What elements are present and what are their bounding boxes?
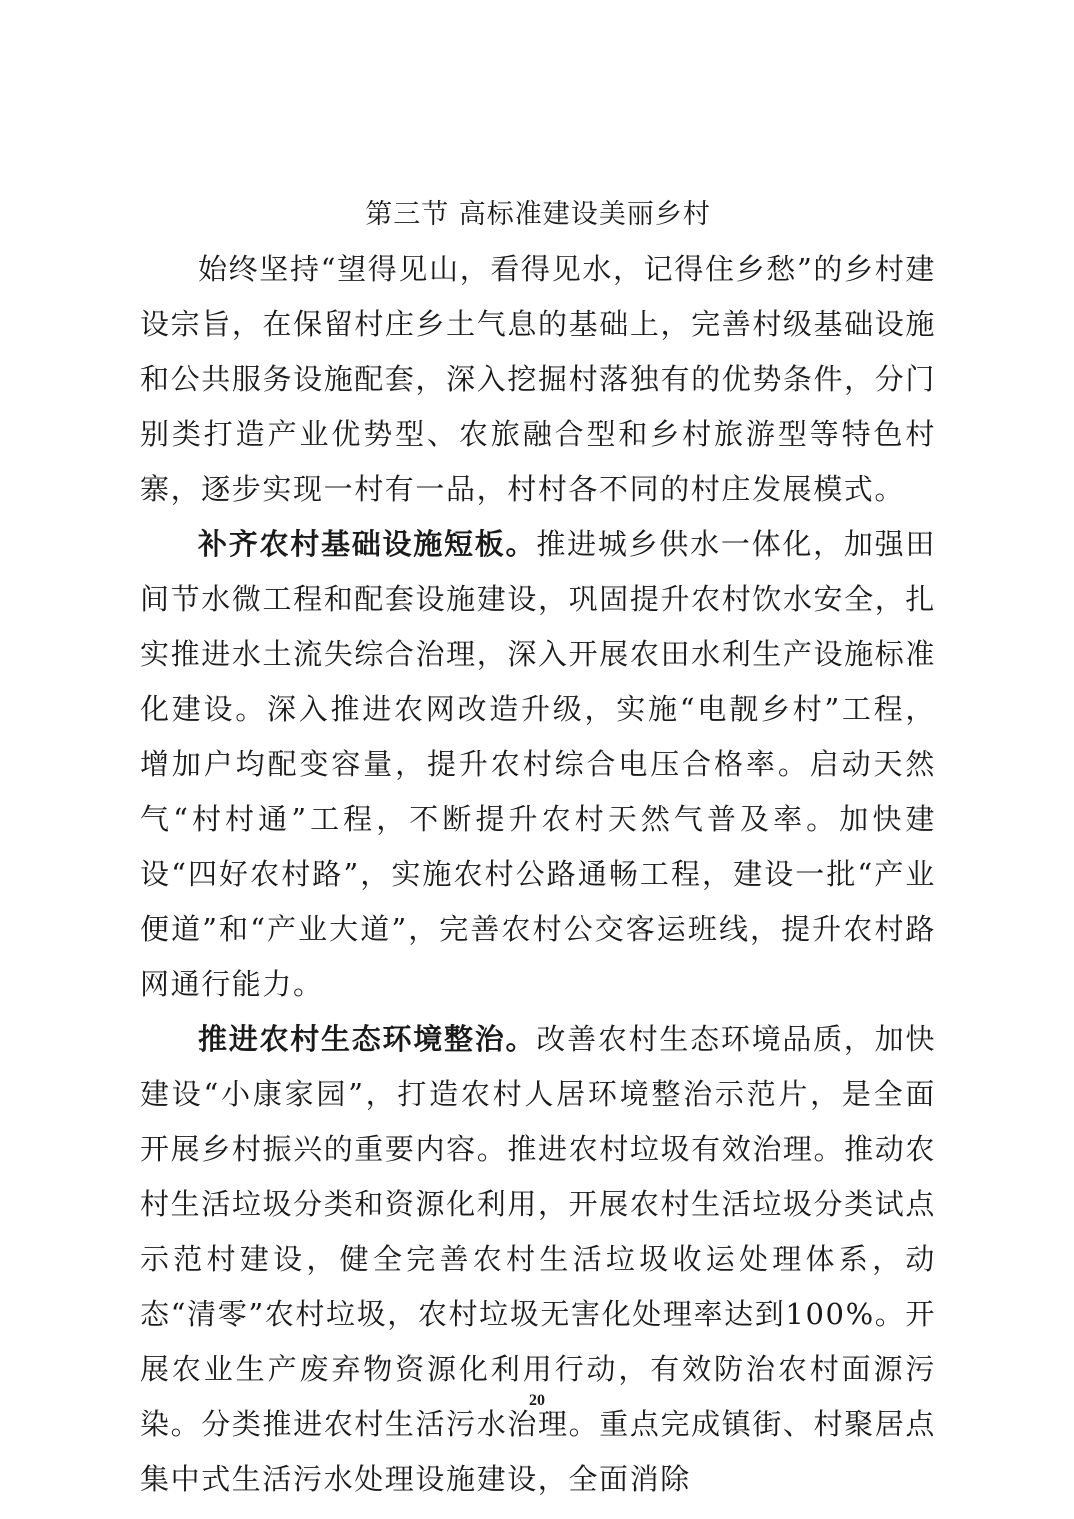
section-title: 第三节 高标准建设美丽乡村 (365, 199, 711, 230)
paragraph-infrastructure (140, 517, 936, 1012)
paragraph-lead: 推进农村生态环境整治。 (198, 1022, 537, 1056)
paragraph-text: 推进城乡供水一体化，加强田间节水微工程和配套设施建设，巩固提升农村饮水安全，扎实推进水土流失综合治理，深入开展农田水利生产设施标准化建设。深入推进农网改造升级，实施“电靓乡村”工程，增加户均配变容量，提升农村综合电压合格率。启动天然气“村村通”工程，不断提升农村天然气普及率。加快建设“四好农村路”，实施农村公路通畅工程，建设一批“产业便道”和“产业大道”，完善农村公交客运班线，提升农村路网通行能力。 (140, 527, 936, 1001)
paragraph-text: 始终坚持“望得见山，看得见水，记得住乡愁”的乡村建设宗旨，在保留村庄乡土气息的基础上，完善村级基础设施和公共服务设施配套，深入挖掘村落独有的优势条件，分门别类打造产业优势型、农旅融合型和乡村旅游型等特色村寨，逐步实现一村有一品，村村各不同的村庄发展模式。 (140, 252, 936, 506)
paragraph-text: 改善农村生态环境品质，加快建设“小康家园”，打造农村人居环境整治示范片，是全面开展乡村振兴的重要内容。推进农村垃圾有效治理。推动农村生活垃圾分类和资源化利用，开展农村生活垃圾分类试点示范村建设，健全完善农村生活垃圾收运处理体系，动态“清零”农村垃圾，农村垃圾无害化处理率达到100%。开展农业生产废弃物资源化利用行动，有效防治农村面源污染。分类推进农村生活污水治理。重点完成镇街、村聚居点集中式生活污水处理设施建设，全面消除 (140, 1022, 936, 1496)
paragraph-ecology (140, 1012, 936, 1507)
page-number: 20 (529, 1392, 545, 1409)
paragraph-lead: 补齐农村基础设施短板。 (198, 527, 537, 561)
document-page (140, 188, 936, 1507)
paragraph-intro (140, 242, 936, 517)
